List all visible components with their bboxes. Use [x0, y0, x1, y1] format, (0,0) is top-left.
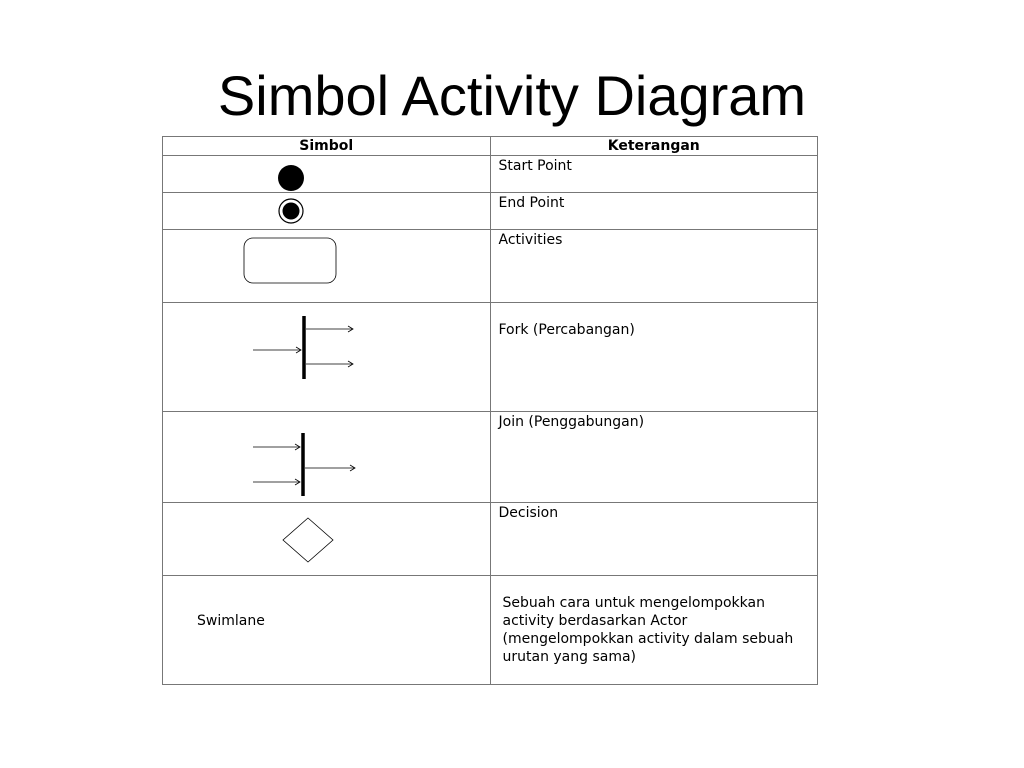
- table-row: [163, 156, 818, 193]
- symbol-cell: [163, 303, 491, 412]
- description-cell: [490, 193, 818, 230]
- swimlane-label: Swimlane: [197, 613, 265, 629]
- table-row: [163, 503, 818, 576]
- symbol-table: [162, 136, 818, 685]
- slide-title: Simbol Activity Diagram: [217, 64, 807, 127]
- description-cell: [490, 412, 818, 503]
- description-cell: [490, 576, 818, 685]
- description-text: End Point: [498, 195, 565, 211]
- symbol-cell: [163, 576, 491, 685]
- end-point-icon: [163, 193, 490, 229]
- symbol-cell: [163, 503, 491, 576]
- activity-icon: [163, 230, 490, 302]
- description-text: Activities: [498, 232, 563, 248]
- description-cell: [490, 303, 818, 412]
- fork-icon: [163, 303, 490, 411]
- description-text: Sebuah cara untuk mengelompokkan activity berdasarkan Actor (mengelompokkan activity dalam sebuah urutan yang sama): [502, 595, 794, 665]
- description-text: Fork (Percabangan): [498, 322, 635, 338]
- description-text: Start Point: [498, 158, 572, 174]
- header-symbol: Simbol: [163, 137, 491, 156]
- table-row: [163, 193, 818, 230]
- table-row: [163, 303, 818, 412]
- start-point-icon: [163, 156, 490, 192]
- join-icon: [163, 412, 490, 502]
- symbol-cell: [163, 193, 491, 230]
- symbol-cell: [163, 156, 491, 193]
- description-cell: [490, 503, 818, 576]
- table-row: [163, 412, 818, 503]
- table-row: [163, 576, 818, 685]
- description-cell: [490, 230, 818, 303]
- decision-icon: [163, 503, 490, 575]
- table-header-row: [163, 137, 818, 156]
- table-row: [163, 230, 818, 303]
- symbol-cell: [163, 412, 491, 503]
- description-cell: [490, 156, 818, 193]
- description-text: Decision: [498, 505, 559, 521]
- header-description: Keterangan: [490, 137, 818, 156]
- symbol-cell: [163, 230, 491, 303]
- description-text: Join (Penggabungan): [498, 414, 645, 430]
